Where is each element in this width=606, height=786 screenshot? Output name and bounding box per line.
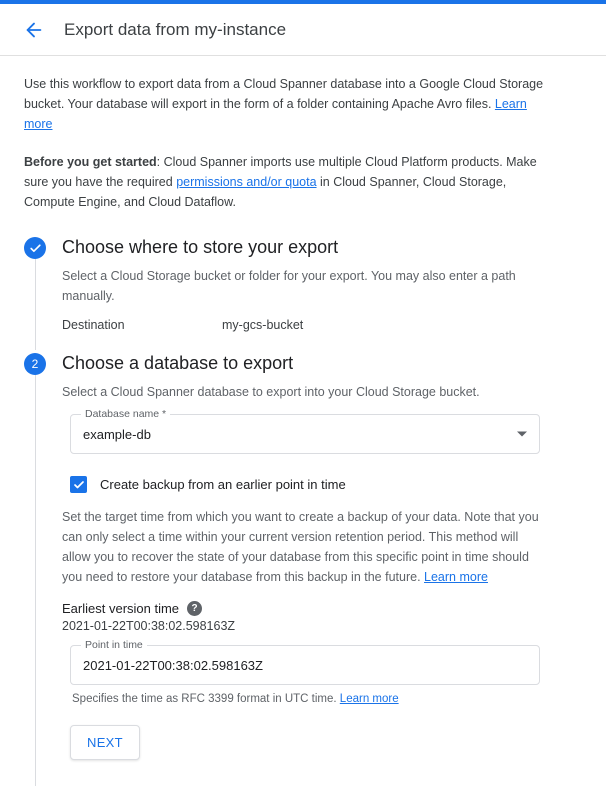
earliest-version-time-label: Earliest version time	[62, 601, 180, 616]
step-2-choose-database	[24, 350, 582, 786]
point-in-time-hint-text: Specifies the time as RFC 3399 format in UTC time.	[72, 693, 340, 705]
step-2-rail	[35, 374, 36, 786]
point-in-time-label: Point in time	[81, 639, 147, 651]
database-name-label: Database name *	[81, 408, 170, 420]
destination-label: Destination	[62, 318, 125, 332]
point-in-time-help-text-body: Set the target time from which you want to create a backup of your data. Note that you can only select a time within your current version retention period. This method will allow you to recover the state of your database from this specific point in time should you need to restore your database from this backup in the future.	[62, 510, 539, 584]
point-in-time-hint-link[interactable]: Learn more	[339, 693, 399, 705]
page-content	[0, 56, 606, 786]
step-2-description: Select a Cloud Spanner database to export into your Cloud Storage bucket.	[62, 385, 480, 399]
point-in-time-value: 2021-01-22T00:38:02.598163Z	[83, 657, 263, 673]
page-title: Export data from my-instance	[64, 19, 287, 39]
help-icon[interactable]: ?	[187, 601, 202, 616]
stepper	[24, 234, 582, 786]
point-in-time-hint	[72, 693, 582, 705]
create-backup-checkbox[interactable]	[70, 476, 87, 493]
point-in-time-help-text	[62, 507, 549, 587]
permissions-quota-link[interactable]: permissions and/or quota	[176, 175, 317, 189]
database-name-select[interactable]	[70, 408, 540, 454]
chevron-down-icon[interactable]	[517, 432, 527, 437]
step-2-marker: 2	[24, 353, 46, 375]
point-in-time-input[interactable]	[70, 639, 540, 685]
step-1-choose-storage	[24, 234, 582, 350]
step-1-marker-check-icon	[24, 237, 46, 259]
intro-paragraph-1-text: Use this workflow to export data from a Cloud Spanner database into a Google Cloud Storage bucket. Your database will export in the form of a folder containing Apache Avro files.	[24, 77, 544, 111]
intro-learn-more-link[interactable]: Learn more	[24, 97, 527, 131]
earliest-version-time-row	[62, 601, 582, 616]
earliest-version-time-value: 2021-01-22T00:38:02.598163Z	[62, 619, 236, 633]
create-backup-checkbox-label: Create backup from an earlier point in time	[100, 477, 346, 492]
before-you-start-label: Before you get started	[24, 155, 157, 169]
step-1-rail	[35, 258, 36, 350]
intro-paragraph-2-post: in Cloud Spanner, Cloud Storage, Compute Engine, and Cloud Dataflow.	[24, 175, 507, 209]
database-name-value: example-db	[83, 426, 151, 442]
destination-row	[62, 318, 582, 332]
step-1-title: Choose where to store your export	[62, 237, 339, 257]
create-backup-checkbox-row[interactable]	[70, 476, 582, 493]
destination-value: my-gcs-bucket	[222, 318, 304, 332]
intro-paragraph-2-mid: : Cloud Spanner imports use multiple Cloud Platform products. Make sure you have the required	[24, 155, 537, 189]
back-arrow-icon[interactable]	[16, 12, 52, 48]
step-1-description: Select a Cloud Storage bucket or folder for your export. You may also enter a path manually.	[62, 269, 516, 303]
intro-paragraph-2	[24, 152, 554, 212]
next-button[interactable]: NEXT	[70, 725, 140, 760]
intro-paragraph-1	[24, 74, 554, 134]
page-header	[0, 4, 606, 56]
step-2-title: Choose a database to export	[62, 353, 294, 373]
point-in-time-learn-more-link[interactable]: Learn more	[424, 570, 488, 584]
